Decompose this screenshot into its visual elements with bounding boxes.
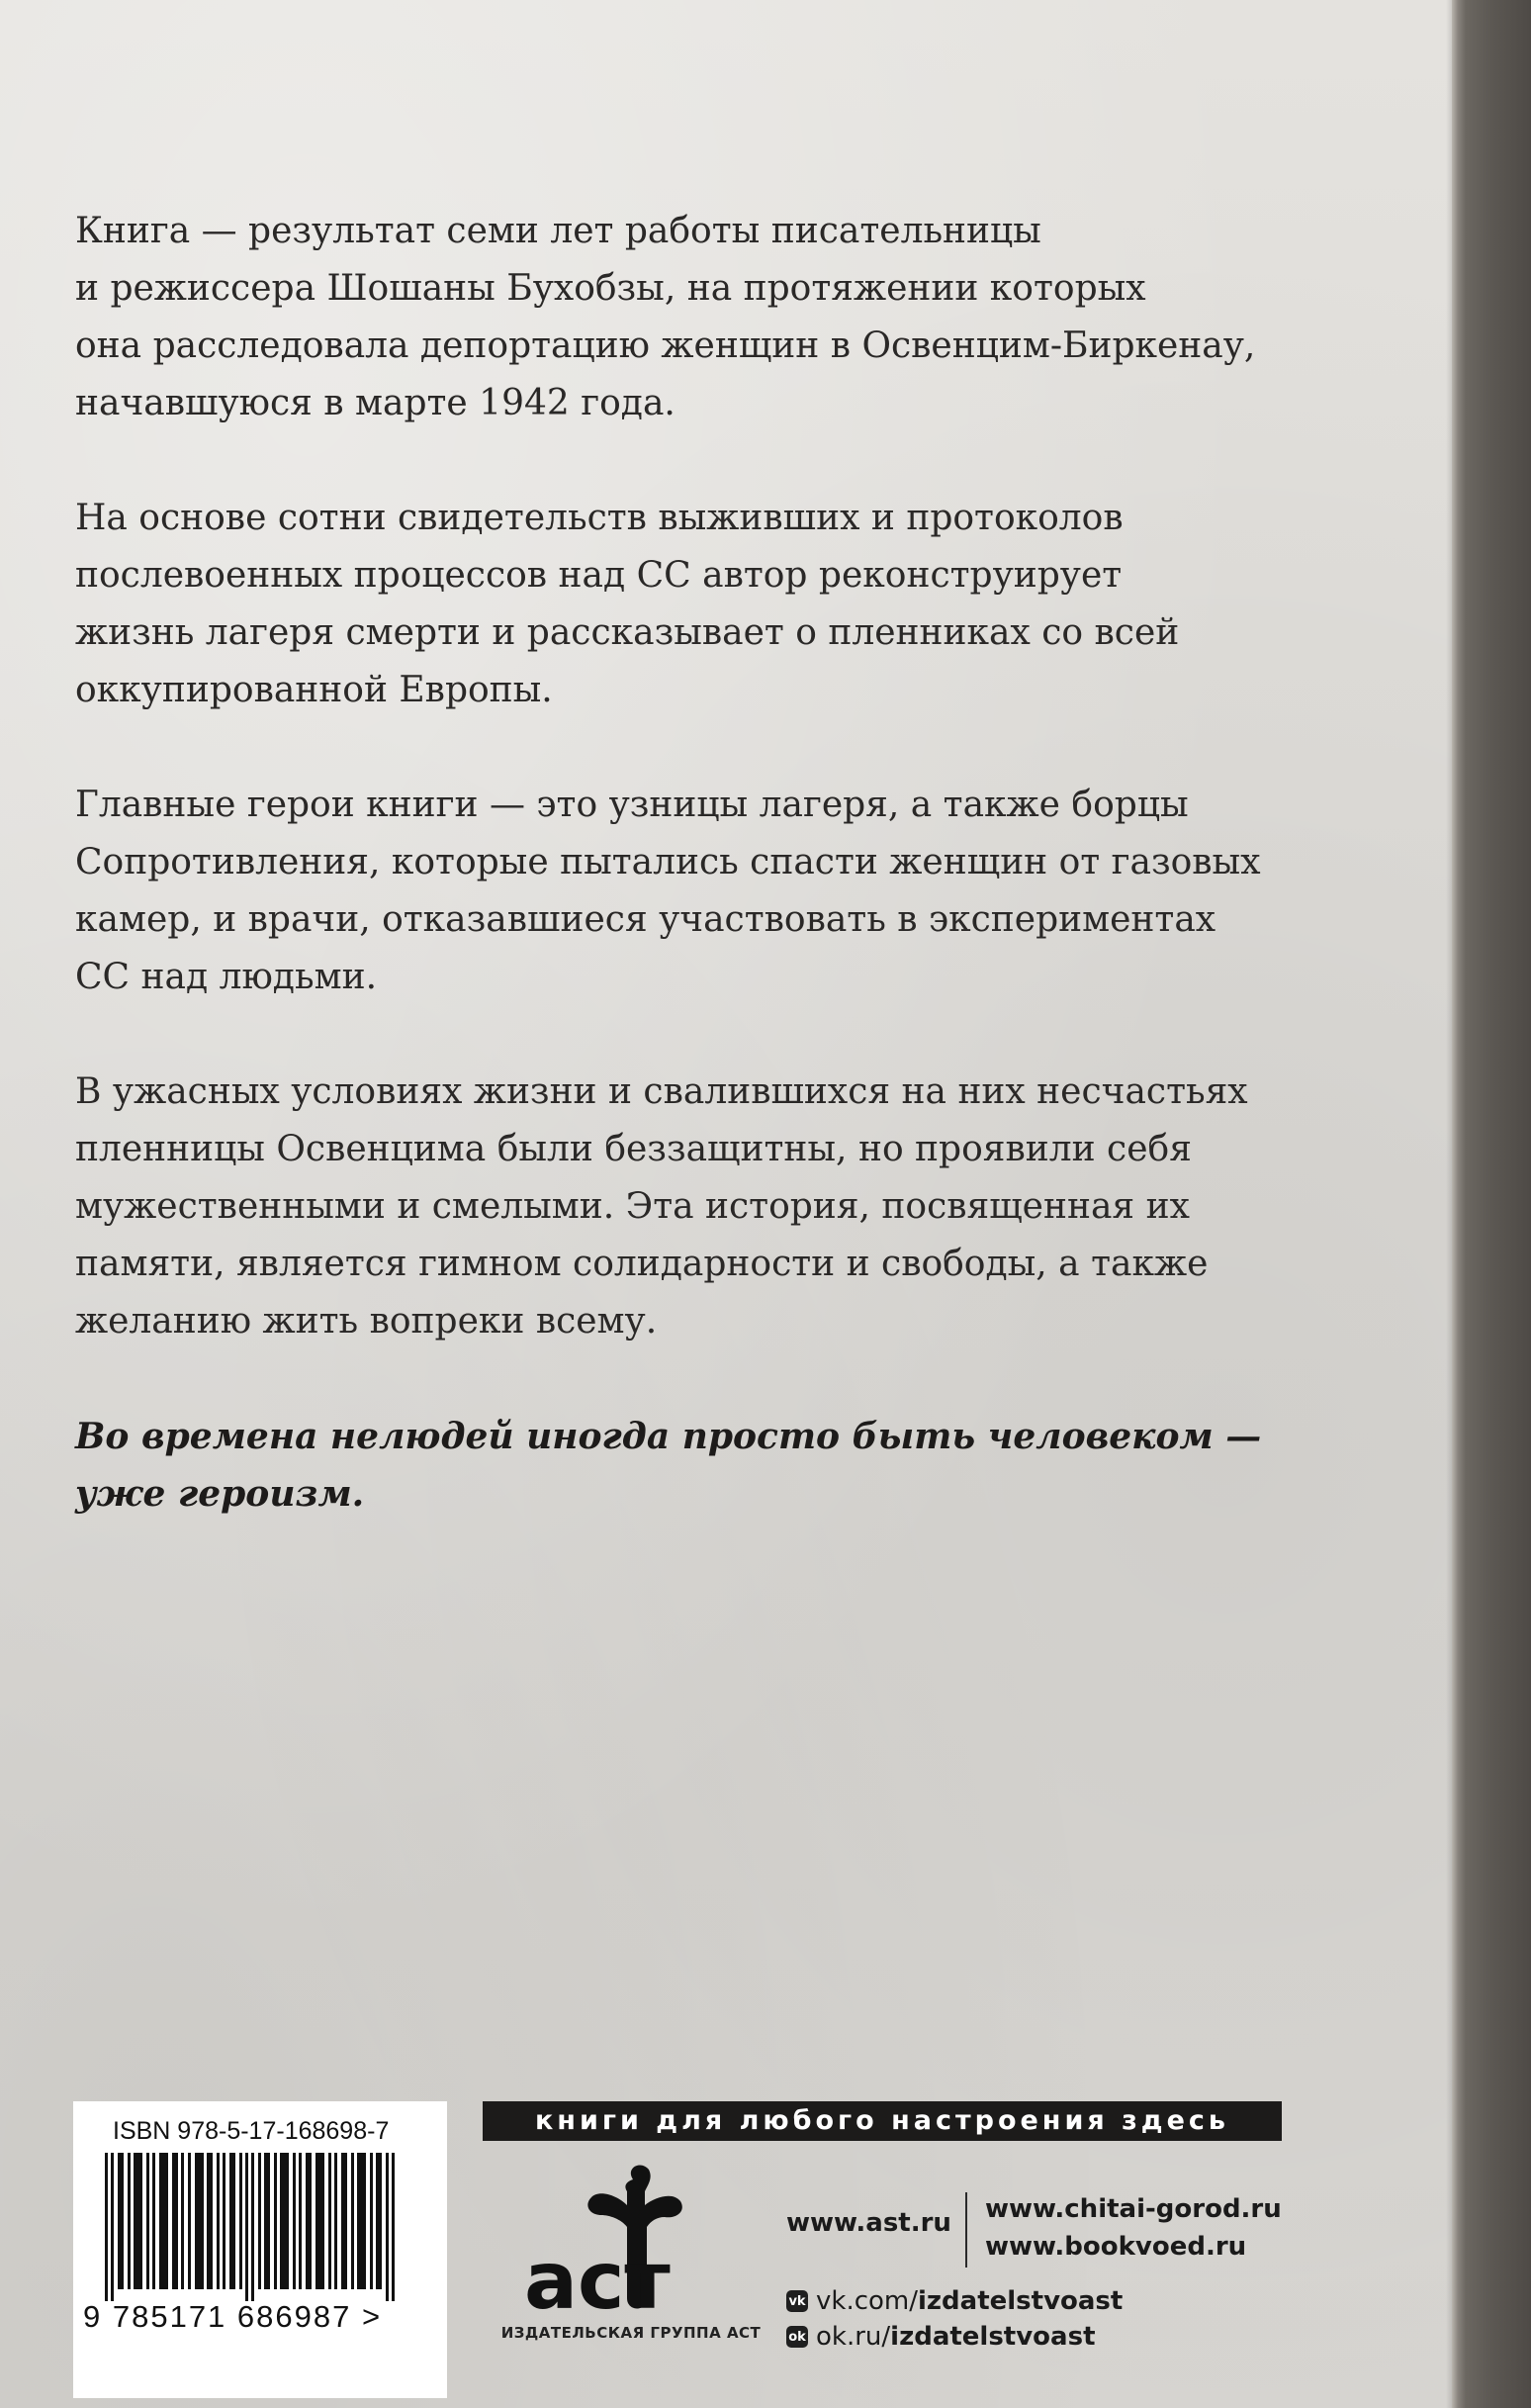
annotation-text [75, 203, 1381, 1580]
social-vk-link[interactable] [786, 2286, 1123, 2316]
link-ast[interactable]: www.ast.ru [786, 2208, 951, 2238]
ok-handle: izdatelstvoast [890, 2322, 1096, 2352]
barcode-icon [89, 2153, 431, 2301]
isbn-barcode-box [73, 2101, 447, 2398]
ok-icon: ok [786, 2326, 808, 2348]
annotation-paragraph-4: В ужасных условиях жизни и свалившихся на них несчастьях пленницы Освенцима были беззащитны, но проявили себя мужественными и смелыми. Эта история, посвященная их памяти, является гимном солидарности и свободы, а также желанию жить вопреки всему. [75, 1071, 1248, 1342]
ok-host: ok.ru/ [816, 2322, 891, 2352]
annotation-paragraph-3: Главные герои книги — это узницы лагеря, а также борцы Сопротивления, которые пытались спасти женщин от газовых камер, и врачи, отказавшиеся участвовать в экспериментах СС над людьми. [75, 785, 1261, 997]
vk-handle: izdatelstvoast [918, 2286, 1124, 2316]
barcode-digits: 9 785171 686987 > [83, 2299, 383, 2334]
link-chitai-gorod[interactable]: www.chitai-gorod.ru [985, 2194, 1282, 2224]
annotation-paragraph-2: На основе сотни свидетельств выживших и протоколов послевоенных процессов над СС автор реконструирует жизнь лагеря смерти и рассказывает о пленниках со всей оккупированной Европы. [75, 498, 1180, 710]
book-spine [1452, 0, 1531, 2408]
closing-quote: Во времена нелюдей иногда просто быть человеком — уже героизм. [75, 1416, 1262, 1515]
links-divider [965, 2192, 967, 2268]
ast-logo-text: аст [524, 2235, 671, 2320]
publisher-name: ИЗДАТЕЛЬСКАЯ ГРУППА АСТ [500, 2324, 762, 2342]
isbn-label: ISBN 978-5-17-168698-7 [113, 2117, 390, 2145]
vk-host: vk.com/ [816, 2286, 918, 2316]
link-bookvoed[interactable]: www.bookvoed.ru [985, 2232, 1247, 2262]
ast-logo-icon [522, 2162, 740, 2320]
vk-icon: vk [786, 2290, 808, 2312]
slogan-banner: книги для любого настроения здесь [483, 2101, 1282, 2141]
social-ok-link[interactable] [786, 2322, 1096, 2352]
annotation-paragraph-1: Книга — результат семи лет работы писательницы и режиссера Шошаны Бухобзы, на протяжении которых она расследовала депортацию женщин в Освенцим-Биркенау, начавшуюся в марте 1942 года. [75, 211, 1256, 423]
